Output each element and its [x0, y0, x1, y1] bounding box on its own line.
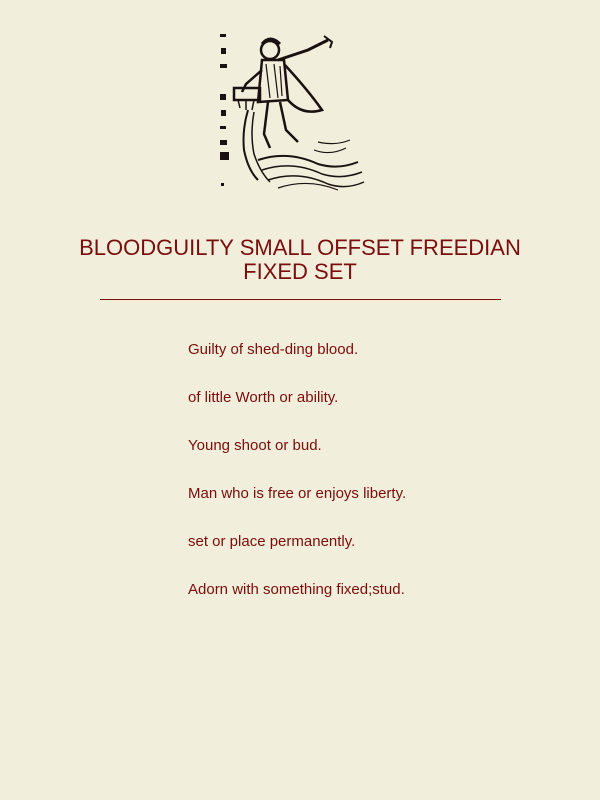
- definition-small: of little Worth or ability.: [188, 389, 339, 406]
- definition-freedian: Man who is free or enjoys liberty.: [188, 485, 407, 502]
- page-title: BLOODGUILTY SMALL OFFSET FREEDIAN FIXED SET: [79, 235, 521, 284]
- definition-set: Adorn with something fixed;stud.: [188, 581, 405, 598]
- title-divider: [100, 299, 501, 300]
- clipped-text-fragments: [220, 34, 229, 186]
- definition-offset: Young shoot or bud.: [188, 437, 322, 454]
- definition-bloodguilty: Guilty of shed-ding blood.: [188, 341, 359, 358]
- definition-fixed: set or place permanently.: [188, 533, 356, 550]
- definition-list: [188, 340, 406, 628]
- engraving-illustration: [218, 30, 368, 195]
